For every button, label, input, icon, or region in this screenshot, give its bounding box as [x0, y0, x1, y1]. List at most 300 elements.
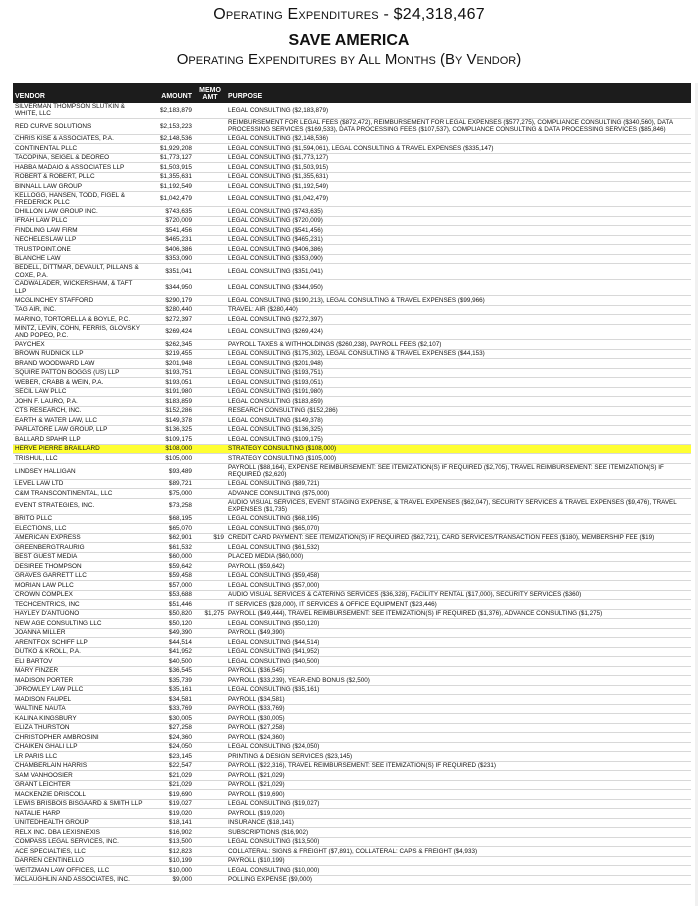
vendor-cell: GRAVES GARRETT LLC — [13, 571, 147, 581]
purpose-cell: PAYROLL ($30,005) — [226, 714, 691, 724]
memo-amount-cell — [194, 235, 226, 245]
amount-cell: $75,000 — [147, 489, 194, 499]
table-row[interactable] — [13, 416, 691, 426]
table-row[interactable] — [13, 600, 691, 610]
vendor-cell: NEW AGE CONSULTING LLC — [13, 619, 147, 629]
table-row[interactable] — [13, 191, 691, 207]
memo-amount-cell — [194, 315, 226, 325]
table-row[interactable] — [13, 264, 691, 280]
memo-amount-cell — [194, 134, 226, 144]
memo-amount-cell — [194, 619, 226, 629]
amount-cell: $44,514 — [147, 638, 194, 648]
purpose-cell: LEGAL CONSULTING ($1,503,915) — [226, 163, 691, 173]
amount-cell: $13,500 — [147, 837, 194, 847]
memo-amount-cell — [194, 172, 226, 182]
table-row[interactable] — [13, 489, 691, 499]
purpose-cell: PAYROLL ($34,581) — [226, 695, 691, 705]
memo-amount-cell — [194, 153, 226, 163]
table-row[interactable] — [13, 172, 691, 182]
memo-amount-cell — [194, 349, 226, 359]
memo-amount-cell — [194, 543, 226, 553]
table-row[interactable] — [13, 590, 691, 600]
vendor-cell: MARINO, TORTORELLA & BOYLE, P.C. — [13, 315, 147, 325]
vendor-cell: MACKENZIE DRISCOLL — [13, 790, 147, 800]
amount-cell: $50,820 — [147, 609, 194, 619]
table-row[interactable] — [13, 866, 691, 876]
memo-amount-cell — [194, 524, 226, 534]
vendor-cell: WALTINE NAUTA — [13, 704, 147, 714]
memo-amount-cell — [194, 828, 226, 838]
table-row[interactable] — [13, 216, 691, 226]
table-row[interactable] — [13, 581, 691, 591]
vendor-cell: ACE SPECIALTIES, LLC — [13, 847, 147, 857]
vendor-cell: MADISON FAUPEL — [13, 695, 147, 705]
memo-amount-cell — [194, 324, 226, 340]
vendor-cell: JPROWLEY LAW PLLC — [13, 685, 147, 695]
vendor-cell: BLANCHE LAW — [13, 254, 147, 264]
amount-cell: $24,360 — [147, 733, 194, 743]
amount-cell: $24,050 — [147, 742, 194, 752]
purpose-cell: LEGAL CONSULTING ($68,195) — [226, 514, 691, 524]
vendor-cell: GREENBERGTRAURIG — [13, 543, 147, 553]
amount-cell: $720,009 — [147, 216, 194, 226]
amount-cell: $344,950 — [147, 280, 194, 296]
table-row[interactable] — [13, 714, 691, 724]
amount-cell: $62,901 — [147, 533, 194, 543]
amount-cell: $35,161 — [147, 685, 194, 695]
purpose-column-header[interactable]: PURPOSE — [226, 83, 691, 103]
memo-amount-column-header[interactable]: MEMO AMT — [194, 83, 226, 103]
memo-amount-cell — [194, 387, 226, 397]
amount-cell: $19,020 — [147, 809, 194, 819]
amount-cell: $33,769 — [147, 704, 194, 714]
purpose-cell: LEGAL CONSULTING ($89,721) — [226, 479, 691, 489]
vendor-cell: RED CURVE SOLUTIONS — [13, 118, 147, 134]
vendor-cell: NATALIE HARP — [13, 809, 147, 819]
amount-cell: $353,090 — [147, 254, 194, 264]
vendor-cell: BALLARD SPAHR LLP — [13, 435, 147, 445]
table-row[interactable] — [13, 780, 691, 790]
amount-column-header[interactable]: AMOUNT — [147, 83, 194, 103]
table-row[interactable] — [13, 324, 691, 340]
vendor-cell: ELECTIONS, LLC — [13, 524, 147, 534]
table-row[interactable] — [13, 647, 691, 657]
purpose-cell: LEGAL CONSULTING ($2,183,879) — [226, 103, 691, 118]
purpose-cell: LEGAL CONSULTING ($272,397) — [226, 315, 691, 325]
memo-amount-cell — [194, 866, 226, 876]
table-row[interactable] — [13, 103, 691, 118]
table-row[interactable] — [13, 454, 691, 464]
purpose-cell: LEGAL CONSULTING ($50,120) — [226, 619, 691, 629]
purpose-cell: PAYROLL ($24,360) — [226, 733, 691, 743]
purpose-cell: LEGAL CONSULTING ($1,355,631) — [226, 172, 691, 182]
amount-cell: $57,000 — [147, 581, 194, 591]
table-row[interactable] — [13, 479, 691, 489]
purpose-cell: LEGAL CONSULTING ($743,635) — [226, 207, 691, 217]
memo-amount-cell — [194, 657, 226, 667]
table-row[interactable] — [13, 280, 691, 296]
vendor-cell: MADISON PORTER — [13, 676, 147, 686]
vendor-cell: SILVERMAN THOMPSON SLUTKIN & WHITE, LLC — [13, 103, 147, 118]
table-row[interactable] — [13, 134, 691, 144]
purpose-cell: LEGAL CONSULTING ($149,378) — [226, 416, 691, 426]
purpose-cell: TRAVEL: AIR ($280,440) — [226, 305, 691, 315]
memo-amount-cell — [194, 695, 226, 705]
vendor-cell: CTS RESEARCH, INC. — [13, 406, 147, 416]
table-row[interactable] — [13, 235, 691, 245]
table-row[interactable] — [13, 368, 691, 378]
table-row[interactable] — [13, 144, 691, 154]
purpose-cell: LEGAL CONSULTING ($190,213), LEGAL CONSULTING & TRAVEL EXPENSES ($99,966) — [226, 296, 691, 306]
table-row[interactable] — [13, 809, 691, 819]
memo-amount-cell — [194, 771, 226, 781]
purpose-cell: LEGAL CONSULTING ($344,950) — [226, 280, 691, 296]
purpose-cell: LEGAL CONSULTING ($1,594,061), LEGAL CONSULTING & TRAVEL EXPENSES ($335,147) — [226, 144, 691, 154]
amount-cell: $105,000 — [147, 454, 194, 464]
memo-amount-cell — [194, 103, 226, 118]
table-row[interactable] — [13, 349, 691, 359]
amount-cell: $1,042,479 — [147, 191, 194, 207]
table-row[interactable] — [13, 387, 691, 397]
vendor-cell: COMPASS LEGAL SERVICES, INC. — [13, 837, 147, 847]
vendor-cell: MORIAN LAW PLLC — [13, 581, 147, 591]
table-row[interactable] — [13, 118, 691, 134]
purpose-cell: LEGAL CONSULTING ($353,090) — [226, 254, 691, 264]
memo-amount-cell — [194, 638, 226, 648]
amount-cell: $21,029 — [147, 780, 194, 790]
purpose-cell: LEGAL CONSULTING ($24,050) — [226, 742, 691, 752]
purpose-cell: PAYROLL ($19,690) — [226, 790, 691, 800]
amount-cell: $2,183,879 — [147, 103, 194, 118]
vendor-cell: KALINA KINGSBURY — [13, 714, 147, 724]
purpose-cell: LEGAL CONSULTING ($193,751) — [226, 368, 691, 378]
purpose-cell: PAYROLL ($21,029) — [226, 771, 691, 781]
amount-cell: $59,458 — [147, 571, 194, 581]
memo-amount-cell — [194, 799, 226, 809]
table-row[interactable] — [13, 657, 691, 667]
memo-amount-cell — [194, 216, 226, 226]
memo-amount-cell — [194, 628, 226, 638]
table-row[interactable] — [13, 609, 691, 619]
amount-cell: $49,390 — [147, 628, 194, 638]
memo-amount-cell — [194, 280, 226, 296]
amount-cell: $93,489 — [147, 463, 194, 479]
memo-amount-cell — [194, 780, 226, 790]
memo-amount-cell — [194, 875, 226, 885]
table-row[interactable] — [13, 799, 691, 809]
vendor-cell: SAM VANHOOSIER — [13, 771, 147, 781]
table-row[interactable] — [13, 182, 691, 192]
vendor-cell: EARTH & WATER LAW, LLC — [13, 416, 147, 426]
table-row[interactable] — [13, 153, 691, 163]
amount-cell: $743,635 — [147, 207, 194, 217]
table-row[interactable] — [13, 552, 691, 562]
table-row[interactable] — [13, 828, 691, 838]
vendor-cell: WEITZMAN LAW OFFICES, LLC — [13, 866, 147, 876]
table-row[interactable] — [13, 875, 691, 885]
purpose-cell: LEGAL CONSULTING ($183,859) — [226, 397, 691, 407]
amount-cell: $272,397 — [147, 315, 194, 325]
purpose-cell: PAYROLL ($59,642) — [226, 562, 691, 572]
table-row[interactable] — [13, 226, 691, 236]
vendor-cell: JOHN F. LAURO, P.A. — [13, 397, 147, 407]
amount-cell: $12,823 — [147, 847, 194, 857]
purpose-cell: LEGAL CONSULTING ($19,027) — [226, 799, 691, 809]
vendor-cell: HAYLEY D'ANTUONO — [13, 609, 147, 619]
vendor-cell: ARENTFOX SCHIFF LLP — [13, 638, 147, 648]
vendor-cell: BEST GUEST MEDIA — [13, 552, 147, 562]
table-row[interactable] — [13, 704, 691, 714]
table-row[interactable] — [13, 723, 691, 733]
vendor-cell: MARY FINZER — [13, 666, 147, 676]
purpose-cell: IT SERVICES ($28,000), IT SERVICES & OFFICE EQUIPMENT ($23,446) — [226, 600, 691, 610]
vendor-cell: TAG AIR, INC. — [13, 305, 147, 315]
memo-amount-cell: $1,275 — [194, 609, 226, 619]
memo-amount-cell: $19 — [194, 533, 226, 543]
table-row[interactable] — [13, 378, 691, 388]
purpose-cell: PAYROLL TAXES & WITHHOLDINGS ($260,238), PAYROLL FEES ($2,107) — [226, 340, 691, 350]
amount-cell: $1,773,127 — [147, 153, 194, 163]
purpose-cell: PAYROLL ($22,316), TRAVEL REIMBURSEMENT: SEE ITEMIZATION(S) IF REQUIRED ($231) — [226, 761, 691, 771]
table-row[interactable] — [13, 524, 691, 534]
purpose-cell: LEGAL CONSULTING ($61,532) — [226, 543, 691, 553]
amount-cell: $290,179 — [147, 296, 194, 306]
table-row[interactable] — [13, 619, 691, 629]
amount-cell: $23,145 — [147, 752, 194, 762]
table-row[interactable] — [13, 245, 691, 255]
table-row[interactable] — [13, 340, 691, 350]
memo-amount-cell — [194, 562, 226, 572]
vendor-cell: PAYCHEX — [13, 340, 147, 350]
purpose-cell: LEGAL CONSULTING ($13,500) — [226, 837, 691, 847]
vendor-cell: WEBER, CRABB & WEIN, P.A. — [13, 378, 147, 388]
purpose-cell: LEGAL CONSULTING ($57,000) — [226, 581, 691, 591]
table-row[interactable] — [13, 425, 691, 435]
table-row[interactable] — [13, 628, 691, 638]
vendor-cell: TACOPINA, SEIGEL & DEOREO — [13, 153, 147, 163]
purpose-cell: LEGAL CONSULTING ($136,325) — [226, 425, 691, 435]
memo-amount-cell — [194, 254, 226, 264]
vendor-cell: SQUIRE PATTON BOGGS (US) LLP — [13, 368, 147, 378]
purpose-cell: PAYROLL ($27,258) — [226, 723, 691, 733]
memo-amount-cell — [194, 163, 226, 173]
vendor-cell: TRISHUL, LLC — [13, 454, 147, 464]
purpose-cell: LEGAL CONSULTING ($175,302), LEGAL CONSULTING & TRAVEL EXPENSES ($44,153) — [226, 349, 691, 359]
amount-cell: $73,258 — [147, 498, 194, 514]
amount-cell: $53,688 — [147, 590, 194, 600]
amount-cell: $61,532 — [147, 543, 194, 553]
report-title: Operating Expenditures - $24,318,467 — [213, 6, 485, 23]
table-row[interactable] — [13, 742, 691, 752]
table-row[interactable] — [13, 771, 691, 781]
memo-amount-cell — [194, 305, 226, 315]
purpose-cell: LEGAL CONSULTING ($40,500) — [226, 657, 691, 667]
amount-cell: $2,148,536 — [147, 134, 194, 144]
amount-cell: $136,325 — [147, 425, 194, 435]
table-header-row — [13, 83, 691, 103]
table-row[interactable] — [13, 752, 691, 762]
table-row[interactable] — [13, 666, 691, 676]
memo-amount-cell — [194, 118, 226, 134]
purpose-cell: STRATEGY CONSULTING ($108,000) — [226, 444, 691, 454]
memo-amount-cell — [194, 837, 226, 847]
vendor-cell: IFRAH LAW PLLC — [13, 216, 147, 226]
purpose-cell: LEGAL CONSULTING ($351,041) — [226, 264, 691, 280]
purpose-cell: LEGAL CONSULTING ($1,042,479) — [226, 191, 691, 207]
amount-cell: $19,690 — [147, 790, 194, 800]
amount-cell: $89,721 — [147, 479, 194, 489]
table-row[interactable] — [13, 397, 691, 407]
memo-amount-cell — [194, 479, 226, 489]
memo-amount-cell — [194, 676, 226, 686]
table-row[interactable] — [13, 847, 691, 857]
vendor-cell: BRAND WOODWARD LAW — [13, 359, 147, 369]
table-row[interactable] — [13, 818, 691, 828]
table-row[interactable] — [13, 837, 691, 847]
table-row[interactable] — [13, 695, 691, 705]
purpose-cell: LEGAL CONSULTING ($193,051) — [226, 378, 691, 388]
memo-amount-cell — [194, 245, 226, 255]
amount-cell: $219,455 — [147, 349, 194, 359]
table-row[interactable] — [13, 163, 691, 173]
amount-cell: $16,902 — [147, 828, 194, 838]
amount-cell: $40,500 — [147, 657, 194, 667]
committee-name: SAVE AMERICA — [288, 32, 410, 49]
vendor-cell: HABBA MADAIO & ASSOCIATES LLP — [13, 163, 147, 173]
table-row[interactable] — [13, 359, 691, 369]
purpose-cell: RESEARCH CONSULTING ($152,286) — [226, 406, 691, 416]
table-row[interactable] — [13, 571, 691, 581]
amount-cell: $68,195 — [147, 514, 194, 524]
amount-cell: $351,041 — [147, 264, 194, 280]
purpose-cell: LEGAL CONSULTING ($720,009) — [226, 216, 691, 226]
expenditures-table-container[interactable] — [13, 83, 691, 885]
amount-cell: $41,952 — [147, 647, 194, 657]
table-row[interactable] — [13, 435, 691, 445]
amount-cell: $191,980 — [147, 387, 194, 397]
purpose-cell: LEGAL CONSULTING ($2,148,536) — [226, 134, 691, 144]
amount-cell: $1,503,915 — [147, 163, 194, 173]
amount-cell: $30,005 — [147, 714, 194, 724]
table-row[interactable] — [13, 444, 691, 454]
vendor-cell: GRANT LEICHTER — [13, 780, 147, 790]
amount-cell: $9,000 — [147, 875, 194, 885]
vendor-cell: LINDSEY HALLIGAN — [13, 463, 147, 479]
vendor-cell: MCGLINCHEY STAFFORD — [13, 296, 147, 306]
table-row[interactable] — [13, 562, 691, 572]
vendor-cell: ROBERT & ROBERT, PLLC — [13, 172, 147, 182]
purpose-cell: PAYROLL ($33,239), YEAR-END BONUS ($2,500) — [226, 676, 691, 686]
table-row[interactable] — [13, 733, 691, 743]
memo-amount-cell — [194, 647, 226, 657]
table-row[interactable] — [13, 296, 691, 306]
table-row[interactable] — [13, 638, 691, 648]
table-row[interactable] — [13, 498, 691, 514]
purpose-cell: PAYROLL ($49,444), TRAVEL REIMBURSEMENT: SEE ITEMIZATION(S) IF REQUIRED ($1,376), ADVANCE CONSULTING ($1,275) — [226, 609, 691, 619]
amount-cell: $201,948 — [147, 359, 194, 369]
amount-cell: $60,000 — [147, 552, 194, 562]
vendor-cell: ELI BARTOV — [13, 657, 147, 667]
purpose-cell: CREDIT CARD PAYMENT: SEE ITEMIZATION(S) IF REQUIRED ($62,721), CARD SERVICES/TRANSACTION FEES ($180), MEMBERSHIP FEE ($19) — [226, 533, 691, 543]
table-row[interactable] — [13, 514, 691, 524]
memo-amount-cell — [194, 368, 226, 378]
amount-cell: $18,141 — [147, 818, 194, 828]
purpose-cell: LEGAL CONSULTING ($65,070) — [226, 524, 691, 534]
vendor-cell: LEWIS BRISBOIS BISGAARD & SMITH LLP — [13, 799, 147, 809]
amount-cell: $269,424 — [147, 324, 194, 340]
memo-amount-cell — [194, 590, 226, 600]
table-row[interactable] — [13, 305, 691, 315]
table-row[interactable] — [13, 207, 691, 217]
table-row[interactable] — [13, 533, 691, 543]
vendor-cell: C&M TRANSCONTINENTAL, LLC — [13, 489, 147, 499]
purpose-cell: PAYROLL ($19,020) — [226, 809, 691, 819]
vendor-cell: BRITO PLLC — [13, 514, 147, 524]
memo-amount-cell — [194, 182, 226, 192]
amount-cell: $193,751 — [147, 368, 194, 378]
table-row[interactable] — [13, 856, 691, 866]
vendor-cell: CHRIS KISE & ASSOCIATES, P.A. — [13, 134, 147, 144]
table-row[interactable] — [13, 463, 691, 479]
memo-amount-cell — [194, 191, 226, 207]
table-row[interactable] — [13, 543, 691, 553]
purpose-cell: LEGAL CONSULTING ($201,948) — [226, 359, 691, 369]
vendor-cell: TECHCENTRICS, INC — [13, 600, 147, 610]
vendor-cell: BINNALL LAW GROUP — [13, 182, 147, 192]
purpose-cell: INSURANCE ($18,141) — [226, 818, 691, 828]
purpose-cell: REIMBURSEMENT FOR LEGAL FEES ($872,472), REIMBURSEMENT FOR LEGAL EXPENSES ($577,275), COMPLIANCE CONSULTING ($340,560), DATA PROCESSING SERVICES ($169,533), DATA PROCESSING FEES ($107,537), COMPLIANCE CONSULTING & DATA PROCESSING SERVICES ($85,846) — [226, 118, 691, 134]
memo-amount-cell — [194, 444, 226, 454]
vendor-cell: CHRISTOPHER AMBROSINI — [13, 733, 147, 743]
memo-amount-cell — [194, 463, 226, 479]
amount-cell: $149,378 — [147, 416, 194, 426]
table-row[interactable] — [13, 676, 691, 686]
table-row[interactable] — [13, 406, 691, 416]
purpose-cell: AUDIO VISUAL SERVICES & CATERING SERVICES ($36,328), FACILITY RENTAL ($17,000), SECURITY SERVICES ($360) — [226, 590, 691, 600]
memo-amount-cell — [194, 581, 226, 591]
table-row[interactable] — [13, 685, 691, 695]
purpose-cell: LEGAL CONSULTING ($109,175) — [226, 435, 691, 445]
table-row[interactable] — [13, 315, 691, 325]
amount-cell: $262,345 — [147, 340, 194, 350]
vendor-cell: LEVEL LAW LTD — [13, 479, 147, 489]
amount-cell: $34,581 — [147, 695, 194, 705]
vendor-cell: TRUSTPOINT.ONE — [13, 245, 147, 255]
amount-cell: $193,051 — [147, 378, 194, 388]
purpose-cell: LEGAL CONSULTING ($1,192,549) — [226, 182, 691, 192]
vendor-cell: PARLATORE LAW GROUP, LLP — [13, 425, 147, 435]
purpose-cell: PLACED MEDIA ($60,000) — [226, 552, 691, 562]
vendor-cell: BEDELL, DITTMAR, DEVAULT, PILLANS & COXE, P.A. — [13, 264, 147, 280]
purpose-cell: SUBSCRIPTIONS ($16,902) — [226, 828, 691, 838]
vendor-cell: EVENT STRATEGIES, INC. — [13, 498, 147, 514]
purpose-cell: LEGAL CONSULTING ($406,386) — [226, 245, 691, 255]
vendor-cell: MINTZ, LEVIN, COHN, FERRIS, GLOVSKY AND POPEO, P.C. — [13, 324, 147, 340]
amount-cell: $50,120 — [147, 619, 194, 629]
memo-amount-cell — [194, 264, 226, 280]
memo-amount-cell — [194, 818, 226, 828]
table-row[interactable] — [13, 254, 691, 264]
vendor-cell: RELX INC. DBA LEXISNEXIS — [13, 828, 147, 838]
table-row[interactable] — [13, 761, 691, 771]
purpose-cell: LEGAL CONSULTING ($35,161) — [226, 685, 691, 695]
vendor-cell: LR PARIS LLC — [13, 752, 147, 762]
table-row[interactable] — [13, 790, 691, 800]
amount-cell: $10,000 — [147, 866, 194, 876]
memo-amount-cell — [194, 714, 226, 724]
amount-cell: $27,258 — [147, 723, 194, 733]
vendor-column-header[interactable]: VENDOR — [13, 83, 147, 103]
